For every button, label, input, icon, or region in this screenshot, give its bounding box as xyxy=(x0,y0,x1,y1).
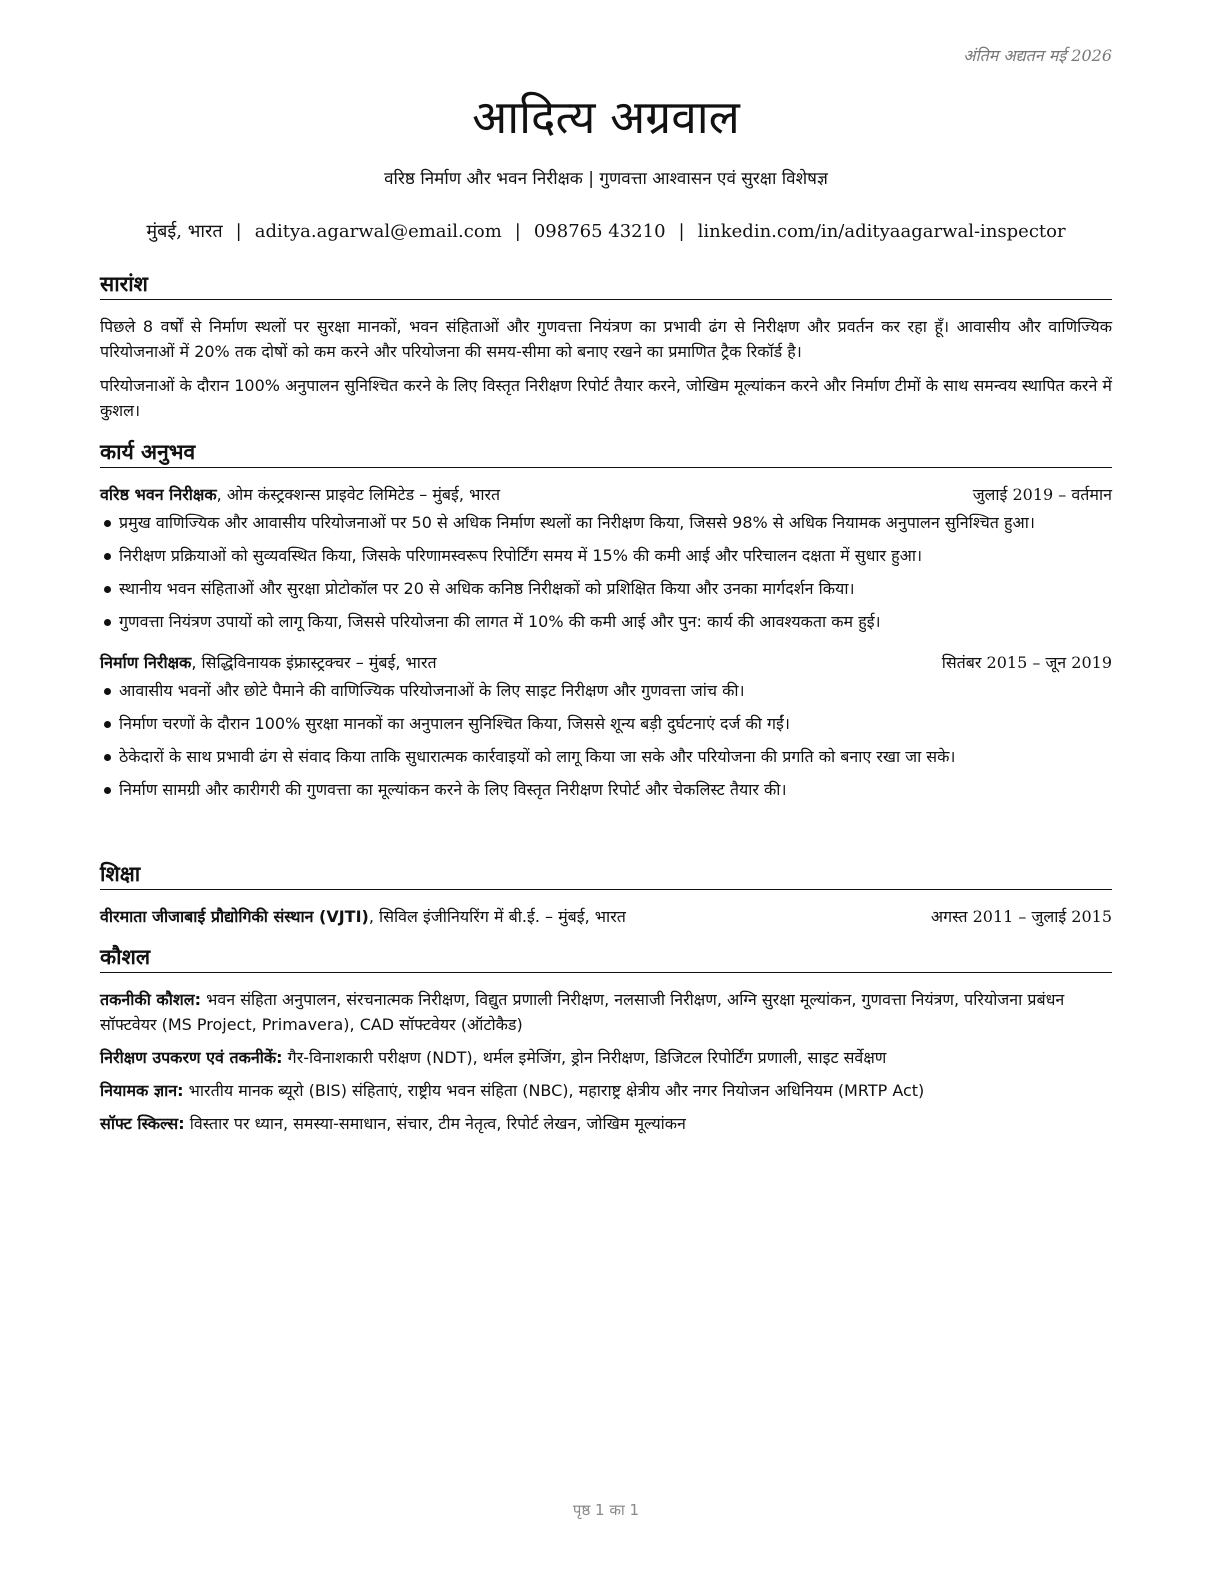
job-dates: जुलाई 2019 – वर्तमान xyxy=(972,485,1112,504)
job-entry xyxy=(100,650,1112,802)
job-role: निर्माण निरीक्षक xyxy=(100,653,192,672)
section-title-summary: सारांश xyxy=(100,270,1112,300)
skill-label: निरीक्षण उपकरण एवं तकनीकें: xyxy=(100,1048,283,1067)
page-number: पृष्ठ 1 का 1 xyxy=(572,1501,640,1519)
job-organization: , सिद्धिविनायक इंफ्रास्ट्रक्चर – मुंबई, भारत xyxy=(191,653,437,672)
summary-paragraph: पिछले 8 वर्षों से निर्माण स्थलों पर सुरक्षा मानकों, भवन संहिताओं और गुणवत्ता नियंत्रण का प्रभावी ढंग से निरीक्षण और प्रवर्तन कर रहा हूँ। आवासीय और वाणिज्यिक परियोजनाओं में 20% तक दोषों को कम करने और परियोजना की समय-सीमा को बनाए रखने का प्रमाणित ट्रैक रिकॉर्ड है। xyxy=(100,317,1112,361)
list-item: निर्माण सामग्री और कारीगरी की गुणवत्ता का मूल्यांकन करने के लिए विस्तृत निरीक्षण रिपोर्ट और चेकलिस्ट तैयार की। xyxy=(100,777,1112,802)
job-role: वरिष्ठ भवन निरीक्षक xyxy=(100,485,217,504)
last-updated: अंतिम अद्यतन मई 2026 xyxy=(963,46,1112,65)
job-header xyxy=(100,482,1112,508)
contact-phone[interactable]: 098765 43210 xyxy=(533,221,666,242)
list-item: ठेकेदारों के साथ प्रभावी ढंग से संवाद किया ताकि सुधारात्मक कार्रवाइयों को लागू किया जा सके और परियोजना की प्रगति को बनाए रखा जा सके। xyxy=(100,744,1112,769)
education-institution: वीरमाता जीजाबाई प्रौद्योगिकी संस्थान (VJTI) xyxy=(100,907,369,926)
resume-page xyxy=(100,0,1112,1584)
tagline: वरिष्ठ निर्माण और भवन निरीक्षक | गुणवत्ता आश्वासन एवं सुरक्षा विशेषज्ञ xyxy=(384,169,828,189)
skill-row xyxy=(100,1045,1112,1070)
list-item: गुणवत्ता नियंत्रण उपायों को लागू किया, जिससे परियोजना की लागत में 10% की कमी आई और पुन: कार्य की आवश्यकता कम हुई। xyxy=(100,609,1112,634)
list-item: निर्माण चरणों के दौरान 100% सुरक्षा मानकों का अनुपालन सुनिश्चित किया, जिससे शून्य बड़ी दुर्घटनाएं दर्ज की गईं। xyxy=(100,711,1112,736)
job-bullets xyxy=(100,510,1112,634)
list-item: आवासीय भवनों और छोटे पैमाने की वाणिज्यिक परियोजनाओं के लिए साइट निरीक्षण और गुणवत्ता जांच की। xyxy=(100,678,1112,703)
skill-value: भवन संहिता अनुपालन, संरचनात्मक निरीक्षण, विद्युत प्रणाली निरीक्षण, नलसाजी निरीक्षण, अग्नि सुरक्षा मूल्यांकन, गुणवत्ता नियंत्रण, परियोजना प्रबंधन सॉफ्टवेयर (MS Project, Primavera), CAD सॉफ्टवेयर (ऑटोकैड) xyxy=(100,990,1065,1034)
contact-separator: | xyxy=(678,221,685,242)
education-line xyxy=(100,904,626,930)
education-dates: अगस्त 2011 – जुलाई 2015 xyxy=(930,907,1112,926)
contact-separator: | xyxy=(514,221,521,242)
skill-label: तकनीकी कौशल: xyxy=(100,990,201,1009)
skill-row xyxy=(100,1111,1112,1136)
section-title-education: शिक्षा xyxy=(100,860,1112,890)
skill-label: नियामक ज्ञान: xyxy=(100,1081,184,1100)
experience-section xyxy=(100,438,1112,818)
contact-location: मुंबई, भारत xyxy=(146,221,223,242)
candidate-name: आदित्य अग्रवाल xyxy=(472,90,740,144)
skill-label: सॉफ्ट स्किल्स: xyxy=(100,1114,185,1133)
job-header xyxy=(100,650,1112,676)
skill-row xyxy=(100,1078,1112,1103)
job-organization: , ओम कंस्ट्रक्शन्स प्राइवेट लिमिटेड – मुंबई, भारत xyxy=(216,485,501,504)
summary-section xyxy=(100,270,1112,432)
list-item: प्रमुख वाणिज्यिक और आवासीय परियोजनाओं पर 50 से अधिक निर्माण स्थलों का निरीक्षण किया, जिससे 98% से अधिक नियामक अनुपालन सुनिश्चित हुआ। xyxy=(100,510,1112,535)
summary-paragraph: परियोजनाओं के दौरान 100% अनुपालन सुनिश्चित करने के लिए विस्तृत निरीक्षण रिपोर्ट तैयार करने, जोखिम मूल्यांकन करने और निर्माण टीमों के साथ समन्वय स्थापित करने में कुशल। xyxy=(100,376,1112,420)
job-title-line xyxy=(100,482,500,508)
skill-value: गैर-विनाशकारी परीक्षण (NDT), थर्मल इमेजिंग, ड्रोन निरीक्षण, डिजिटल रिपोर्टिंग प्रणाली, साइट सर्वेक्षण xyxy=(282,1048,887,1067)
contact-line xyxy=(100,218,1112,246)
job-entry xyxy=(100,482,1112,634)
skills-section xyxy=(100,943,1112,1144)
education-entry xyxy=(100,904,1112,930)
contact-separator: | xyxy=(235,221,242,242)
education-degree: , सिविल इंजीनियरिंग में बी.ई. – मुंबई, भारत xyxy=(368,907,626,926)
contact-email[interactable]: aditya.agarwal@email.com xyxy=(254,221,502,242)
skill-row xyxy=(100,987,1112,1037)
list-item: स्थानीय भवन संहिताओं और सुरक्षा प्रोटोकॉल पर 20 से अधिक कनिष्ठ निरीक्षकों को प्रशिक्षित किया और उनका मार्गदर्शन किया। xyxy=(100,576,1112,601)
contact-linkedin[interactable]: linkedin.com/in/adityaagarwal-inspector xyxy=(697,221,1066,242)
section-title-skills: कौशल xyxy=(100,943,1112,973)
list-item: निरीक्षण प्रक्रियाओं को सुव्यवस्थित किया, जिसके परिणामस्वरूप रिपोर्टिंग समय में 15% की कमी आई और परिचालन दक्षता में सुधार हुआ। xyxy=(100,543,1112,568)
job-bullets xyxy=(100,678,1112,802)
skill-value: विस्तार पर ध्यान, समस्या-समाधान, संचार, टीम नेतृत्व, रिपोर्ट लेखन, जोखिम मूल्यांकन xyxy=(184,1114,686,1133)
job-dates: सितंबर 2015 – जून 2019 xyxy=(941,653,1112,672)
education-section xyxy=(100,860,1112,932)
section-title-experience: कार्य अनुभव xyxy=(100,438,1112,468)
skill-value: भारतीय मानक ब्यूरो (BIS) संहिताएं, राष्ट्रीय भवन संहिता (NBC), महाराष्ट्र क्षेत्रीय और नगर नियोजन अधिनियम (MRTP Act) xyxy=(183,1081,925,1100)
job-title-line xyxy=(100,650,437,676)
